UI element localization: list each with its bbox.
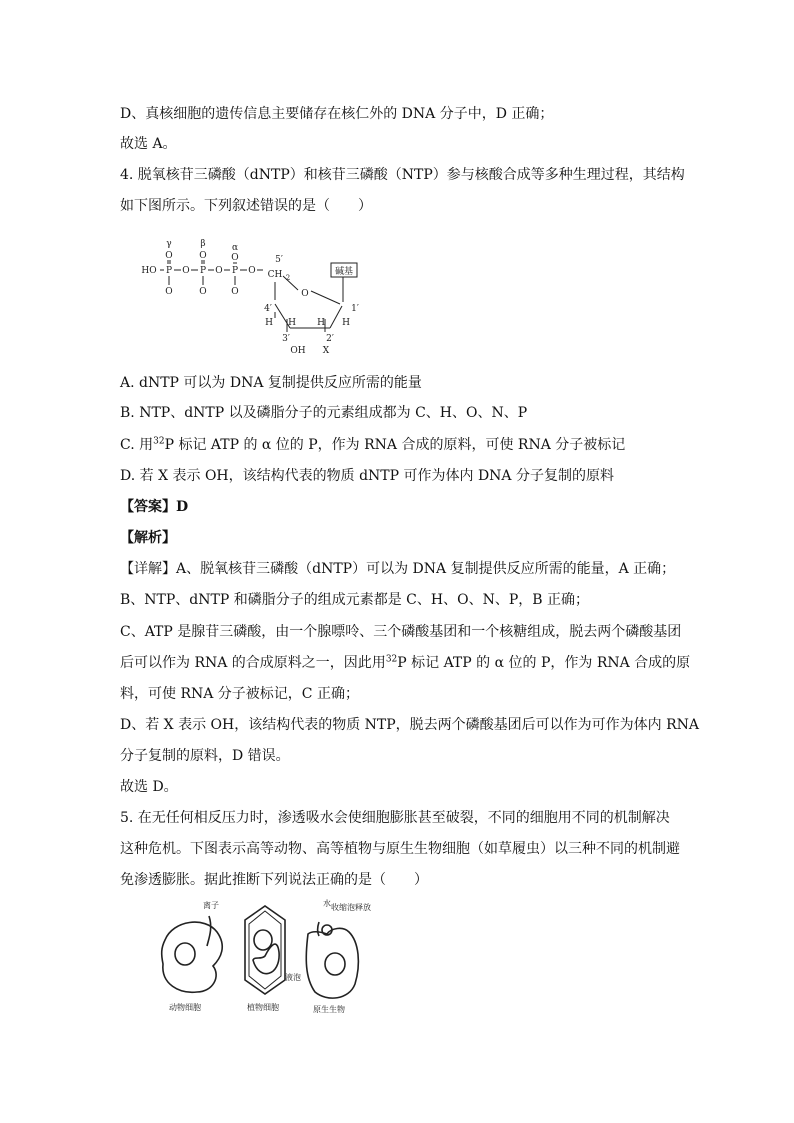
o-label: O bbox=[199, 251, 207, 261]
protist-outline bbox=[306, 928, 358, 998]
text-span: P 标记 ATP 的 α 位的 P，作为 RNA 合成的原料，可使 RNA 分子被标记 bbox=[164, 437, 626, 453]
option-d: D. 若 X 表示 OH，该结构代表的物质 dNTP 可作为体内 DNA 分子复制的原料 bbox=[120, 468, 614, 484]
question-4-stem: 4. 脱氧核苷三磷酸（dNTP）和核苷三磷酸（NTP）参与核酸合成等多种生理过程，其结构 bbox=[120, 167, 685, 183]
h-label: H bbox=[265, 318, 273, 328]
dntp-structure-figure bbox=[135, 232, 380, 362]
vacuole-label: 液泡 bbox=[285, 973, 301, 982]
h-label: H bbox=[288, 318, 296, 328]
carbon-2-label: 2′ bbox=[326, 334, 334, 344]
p-label: P bbox=[199, 266, 207, 276]
explanation-line: C、ATP 是腺苷三磷酸，由一个腺嘌呤、三个磷酸基团和一个核糖组成，脱去两个磷酸基团 bbox=[120, 624, 682, 640]
explanation-line: D、若 X 表示 OH，该结构代表的物质 NTP，脱去两个磷酸基团后可以作为可作为体内 RNA bbox=[120, 717, 700, 733]
text-span: C. 用 bbox=[120, 437, 154, 453]
alpha-label: α bbox=[231, 243, 239, 253]
p-label: P bbox=[231, 266, 239, 276]
p-label: P bbox=[165, 266, 173, 276]
ho-label: HO bbox=[141, 266, 157, 276]
o-label: O bbox=[231, 287, 239, 297]
water-label: 水 bbox=[323, 899, 331, 908]
text-span: P 标记 ATP 的 α 位的 P，作为 RNA 合成的原 bbox=[397, 655, 691, 671]
option-a: A. dNTP 可以为 DNA 复制提供反应所需的能量 bbox=[120, 375, 422, 391]
text-span: 后可以作为 RNA 的合成原料之一，因此用 bbox=[120, 655, 386, 671]
h-label: H bbox=[342, 318, 350, 328]
water-arrow bbox=[318, 922, 320, 936]
o-label: O bbox=[182, 266, 190, 276]
animal-cell-label: 动物细胞 bbox=[169, 1003, 201, 1012]
ch2-label: CH bbox=[267, 270, 283, 280]
text-line: D、真核细胞的遗传信息主要储存在核仁外的 DNA 分子中，D 正确； bbox=[120, 106, 554, 122]
o-label: O bbox=[165, 251, 173, 261]
carbon-4-label: 4′ bbox=[264, 304, 272, 314]
plant-cell-nucleus bbox=[254, 930, 272, 950]
text-line: 故选 A。 bbox=[120, 136, 177, 152]
question-5-stem: 5. 在无任何相反压力时，渗透吸水会使细胞膨胀甚至破裂，不同的细胞用不同的机制解决 bbox=[120, 810, 670, 826]
o-label: O bbox=[215, 266, 223, 276]
ch2-subscript: 2 bbox=[285, 274, 291, 282]
base-label: 碱基 bbox=[334, 267, 354, 277]
carbon-1-label: 1′ bbox=[351, 304, 359, 314]
carbon-5-label: 5′ bbox=[275, 255, 283, 265]
plant-vacuole bbox=[253, 944, 279, 974]
contractile-label: 收缩泡释放 bbox=[331, 903, 371, 912]
analysis-heading: 【解析】 bbox=[120, 530, 176, 546]
osmotic-cells-figure bbox=[155, 898, 405, 1016]
gamma-label: γ bbox=[166, 239, 172, 249]
ring-oxygen-label: O bbox=[301, 289, 309, 299]
protist-label: 原生生物 bbox=[313, 1005, 345, 1014]
animal-cell-outline bbox=[162, 922, 223, 992]
explanation-line: B、NTP、dNTP 和磷脂分子的组成元素都是 C、H、O、N、P，B 正确； bbox=[120, 592, 589, 608]
explanation-line: 料，可使 RNA 分子被标记，C 正确； bbox=[120, 686, 359, 702]
answer-label: 【答案】D bbox=[120, 499, 189, 515]
explanation-line bbox=[120, 653, 690, 673]
o-label: O bbox=[248, 266, 256, 276]
option-b: B. NTP、dNTP 以及磷脂分子的元素组成都为 C、H、O、N、P bbox=[120, 405, 528, 421]
o-label: O bbox=[199, 287, 207, 297]
text-line: 故选 D。 bbox=[120, 779, 178, 795]
animal-cell-nucleus bbox=[175, 943, 195, 965]
superscript: 32 bbox=[385, 654, 398, 665]
superscript: 32 bbox=[153, 436, 165, 447]
o-label: O bbox=[231, 253, 239, 263]
question-5-stem: 这种危机。下图表示高等动物、高等植物与原生生物细胞（如草履虫）以三种不同的机制避 bbox=[120, 841, 680, 857]
o-label: O bbox=[165, 287, 173, 297]
oh-label: OH bbox=[290, 346, 306, 356]
x-label: X bbox=[322, 346, 330, 356]
beta-label: β bbox=[200, 239, 206, 249]
explanation-line: 分子复制的原料，D 错误。 bbox=[120, 748, 290, 764]
question-5-stem: 免渗透膨胀。据此推断下列说法正确的是（ ） bbox=[120, 872, 428, 888]
option-c bbox=[120, 435, 625, 455]
ion-label: 离子 bbox=[203, 901, 219, 910]
explanation-line: 【详解】A、脱氧核苷三磷酸（dNTP）可以为 DNA 复制提供反应所需的能量，A 正确； bbox=[120, 561, 676, 577]
ion-pointer bbox=[207, 916, 211, 946]
carbon-3-label: 3′ bbox=[282, 334, 290, 344]
h-label: H bbox=[317, 318, 325, 328]
question-4-stem: 如下图所示。下列叙述错误的是（ ） bbox=[120, 198, 372, 214]
plant-cell-label: 植物细胞 bbox=[247, 1003, 279, 1012]
protist-nucleus bbox=[325, 953, 345, 975]
